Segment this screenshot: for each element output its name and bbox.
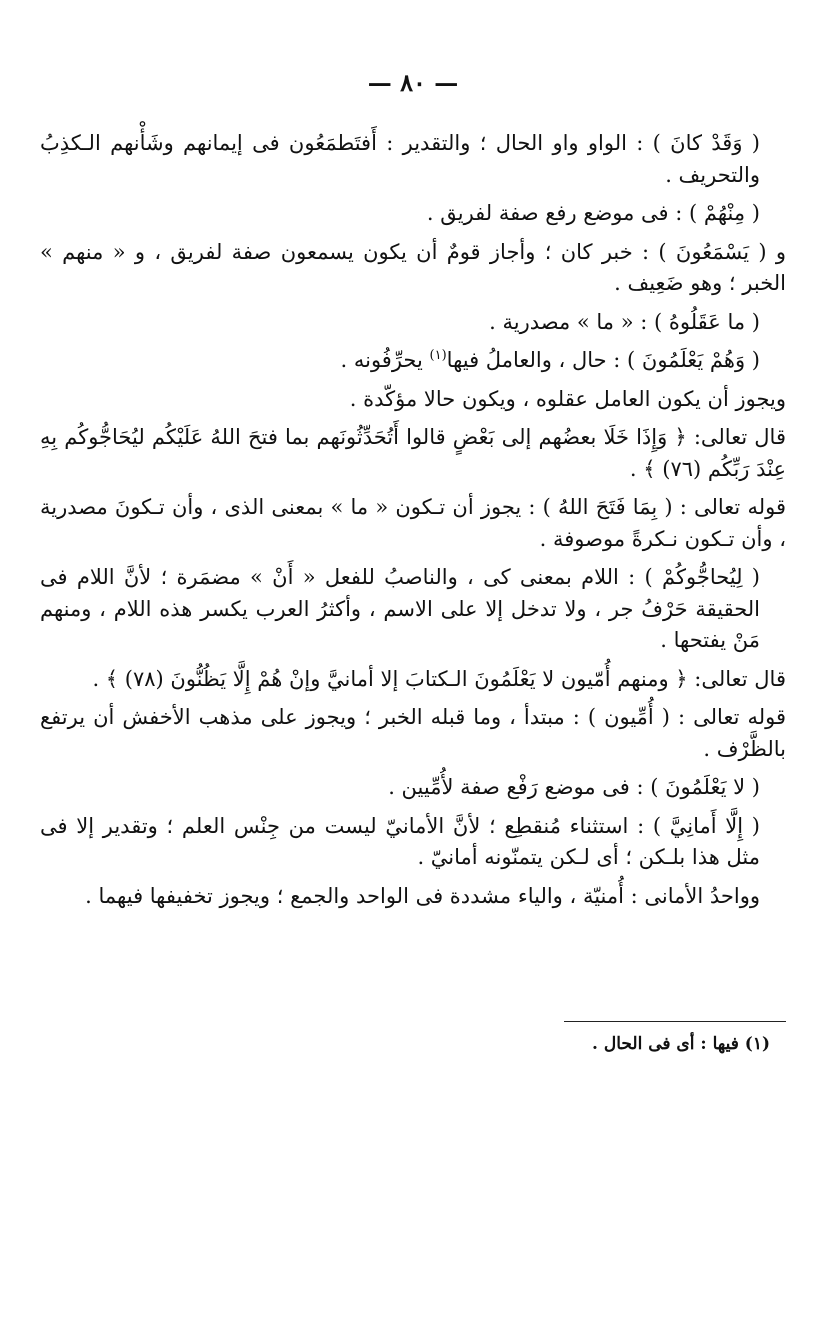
footnote: (١) فيها : أى فى الحال . <box>592 1034 770 1054</box>
paragraph-text-tail: يحرِّفُونه . <box>340 348 423 372</box>
paragraph <box>40 345 786 377</box>
footnote-marker: (١) <box>429 348 447 363</box>
verse-paragraph: قال تعالى: ﴿ وَإِذَا خَلَا بعضُهم إلى بَعْضٍ قالوا أَتُحَدِّثُونَهم بما فتحَ اللهُ عَلَيْكُم ليُحَاجُّوكُم بِهِ عِنْدَ رَبِّكُم (٧٦) ﴾ . <box>40 425 786 481</box>
paragraph-text: ( وَهُمْ يَعْلَمُونَ ) : حال ، والعاملُ فيها <box>446 348 760 372</box>
paragraph: قوله تعالى : ( أُمِّيون ) : مبتدأ ، وما قبله الخبر ؛ ويجوز على مذهب الأخفش أن يرتفع بالظَّرْف . <box>40 705 786 761</box>
footnote-divider <box>564 1021 786 1022</box>
paragraph: قوله تعالى : ( بِمَا فَتَحَ اللهُ ) : يجوز أن تـكون « ما » بمعنى الذى ، وأن تـكونَ مصدرية ، وأن تـكون نـكرةً موصوفة . <box>40 495 786 551</box>
paragraph: ( وَقَدْ كانَ ) : الواو واو الحال ؛ والتقدير : أَفتَطمَعُون فى إيمانهم وشَأْنهم الـكذِبُ والتحريف . <box>40 131 760 187</box>
paragraph: ( لا يَعْلَمُونَ ) : فى موضع رَفْع صفة لأُمِّيين . <box>388 775 760 799</box>
paragraph: ( لِيُحاجُّوكُمْ ) : اللام بمعنى كى ، والناصبُ للفعل « أَنْ » مضمَرة ؛ لأنَّ اللام فى الحقيقة حَرْفُ جر ، ولا تدخل إلا على الاسم ، وأكثرُ العرب يكسر هذه اللام ، ومنهم مَنْ يفتحها . <box>40 565 760 652</box>
paragraph: ( ما عَقَلُوهُ ) : « ما » مصدرية . <box>489 309 760 334</box>
paragraph: وواحدُ الأمانى : أُمنيّة ، والياء مشددة فى الواحد والجمع ؛ ويجوز تخفيفها فيهما . <box>85 883 760 908</box>
body-text <box>40 128 786 919</box>
verse-paragraph: قال تعالى: ﴿ ومنهم أُمّيون لا يَعْلَمُونَ الـكتابَ إلا أمانيَّ وإنْ هُمْ إِلَّا يَظُنُّونَ (٧٨) ﴾ . <box>92 666 786 691</box>
page-number: — ٨٠ — <box>367 68 459 97</box>
paragraph: ويجوز أن يكون العامل عقلوه ، ويكون حالا مؤكّدة . <box>349 386 786 411</box>
paragraph: و ( يَسْمَعُونَ ) : خبر كان ؛ وأجاز قومٌ أن يكون يسمعون صفة لفريق ، و « منهم » الخبر ؛ وهو ضَعِيف . <box>40 239 786 295</box>
paragraph: ( مِنْهُمْ ) : فى موضع رفع صفة لفريق . <box>426 201 760 225</box>
paragraph: ( إِلَّا أَمانِيَّ ) : استثناء مُنقطِع ؛ لأنَّ الأمانيّ ليست من جِنْس العلم ؛ وتقدير إلا فى مثل هذا بلـكن ؛ أى لـكن يتمنّونه أمانيّ . <box>40 813 760 869</box>
